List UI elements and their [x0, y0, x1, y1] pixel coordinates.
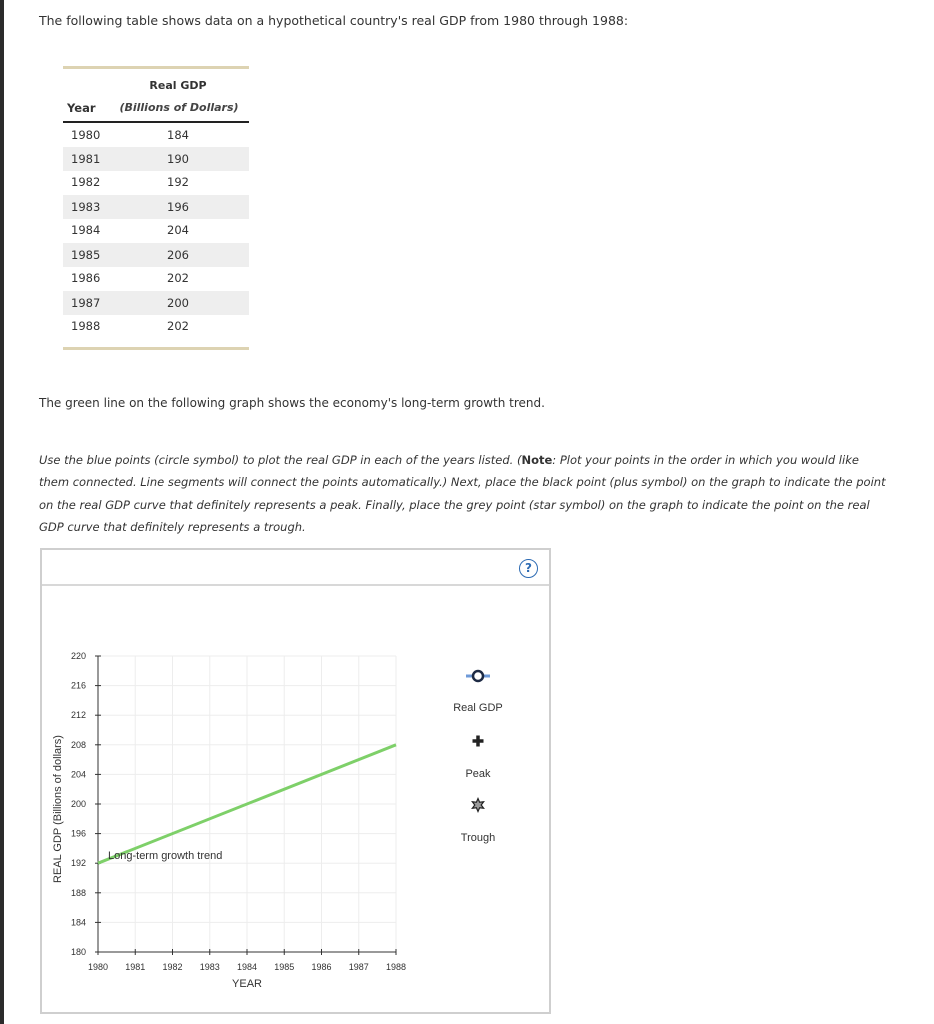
- row-gdp: 202: [167, 319, 189, 333]
- row-gdp: 184: [167, 128, 189, 142]
- x-tick-label: 1986: [311, 962, 332, 972]
- x-tick-label: 1984: [236, 962, 258, 972]
- header-gdp-units: (Billions of Dollars): [119, 101, 239, 114]
- row-year: 1984: [71, 223, 101, 237]
- row-gdp: 206: [167, 248, 189, 262]
- x-tick-label: 1983: [199, 962, 220, 972]
- row-gdp: 202: [167, 271, 189, 285]
- y-tick-label: 184: [70, 917, 86, 928]
- y-tick-label: 180: [70, 947, 86, 957]
- intro-text: The following table shows data on a hypothetical country's real GDP from 1980 through 1988:: [39, 13, 629, 28]
- x-tick-label: 1980: [87, 962, 109, 972]
- row-gdp: 192: [167, 175, 189, 189]
- legend-real-gdp-label: Real GDP: [453, 702, 503, 714]
- y-tick-label: 212: [70, 710, 86, 721]
- trend-note: The green line on the following graph shows the economy's long-term growth trend.: [39, 396, 545, 410]
- y-tick-label: 192: [70, 858, 86, 869]
- legend-peak-label: Peak: [465, 768, 491, 780]
- y-tick-label: 200: [70, 799, 86, 809]
- star-point-icon: [472, 799, 483, 812]
- row-year: 1986: [71, 271, 101, 285]
- row-gdp: 196: [167, 200, 189, 214]
- y-tick-label: 208: [70, 739, 86, 750]
- header-year: Year: [67, 101, 96, 115]
- instructions-part-1: Use the blue points (circle symbol) to plot the real GDP in each of the years listed. (: [39, 453, 522, 467]
- plus-point-icon: [473, 736, 484, 747]
- x-tick-label: 1982: [162, 962, 183, 972]
- x-tick-label: 1987: [348, 962, 369, 972]
- row-gdp: 190: [167, 152, 189, 166]
- header-real-gdp: Real GDP: [149, 79, 207, 92]
- row-year: 1981: [71, 152, 101, 166]
- y-tick-label: 220: [70, 651, 86, 661]
- row-gdp: 204: [167, 223, 189, 237]
- row-year: 1980: [71, 128, 101, 142]
- y-axis-title: REAL GDP (Billions of dollars): [52, 735, 64, 883]
- x-tick-label: 1985: [274, 962, 295, 972]
- row-year: 1987: [71, 296, 101, 310]
- row-year: 1982: [71, 175, 101, 189]
- row-gdp: 200: [167, 296, 189, 310]
- y-tick-label: 188: [70, 887, 86, 898]
- row-year: 1985: [71, 248, 101, 262]
- row-year: 1988: [71, 319, 101, 333]
- y-tick-label: 204: [70, 769, 86, 780]
- x-tick-label: 1981: [125, 962, 146, 972]
- x-axis-title: YEAR: [232, 978, 262, 990]
- note-label: Note: [521, 453, 553, 467]
- legend-trough-label: Trough: [460, 832, 496, 844]
- instructions-part-2: : Plot your points in the order in which you would like them connected. Line segments will connect the points automatically.) Next, place the black point (plus symbol) on the graph to indicate the point on the real GDP curve that definitely represents a peak. Finally, place the grey point (star symbol) on the graph to indicate the point on the real GDP curve that definitely represents a trough.: [39, 453, 886, 535]
- trend-line-label: Long-term growth trend: [108, 850, 223, 862]
- help-icon[interactable]: ?: [519, 559, 538, 578]
- circle-point-icon: [473, 671, 483, 681]
- y-tick-label: 216: [70, 680, 86, 691]
- x-tick-label: 1988: [385, 962, 407, 972]
- row-year: 1983: [71, 200, 101, 214]
- y-tick-label: 196: [70, 828, 86, 839]
